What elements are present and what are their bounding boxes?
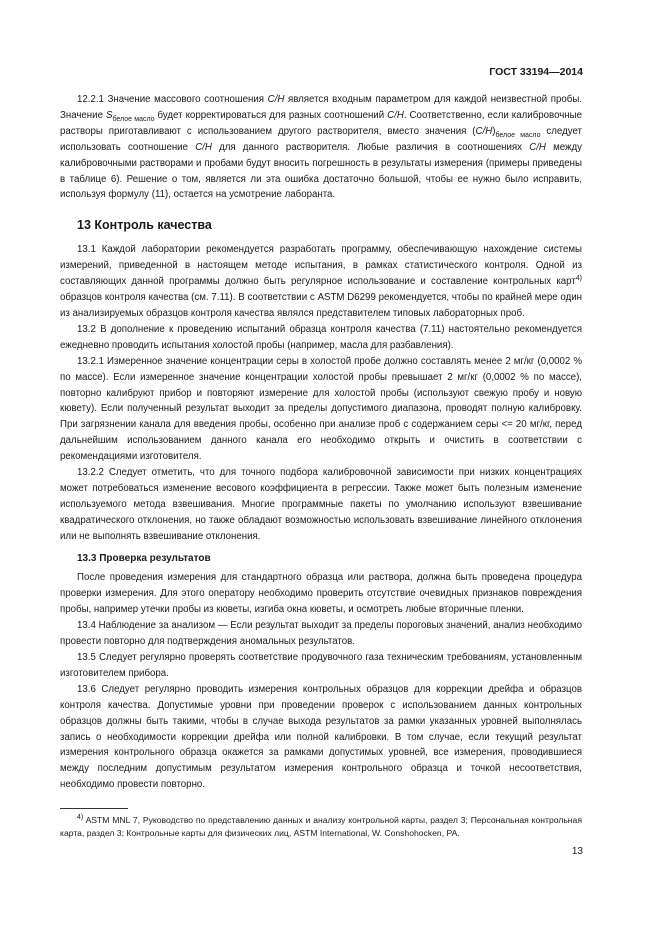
text-run: будет корректироваться для разных соотношений — [154, 109, 388, 121]
text-run: следует использовать соотношение — [60, 125, 582, 153]
subscript: белое масло — [495, 131, 541, 139]
paragraph-13-1 — [60, 242, 582, 322]
paragraph-13-3: После проведения измерения для стандартного образца или раствора, должна быть проведена процедура проверки измерения. Для этого оператору необходимо проверить отсутствие очевидных признаков повреждения пробы, например утечки пробы из кюветы, изгиба окна кюветы, и осмотреть любые вторичные пленки. — [60, 572, 582, 616]
document-body — [60, 92, 582, 793]
text-run: C/H — [475, 125, 493, 137]
page-number: 13 — [571, 846, 583, 857]
paragraph-13-2: 13.2 В дополнение к проведению испытаний образца контроля качества (7.11) настоятельно рекомендуется ежедневно проводить испытания холостой пробы (например, масла для разбавления). — [60, 323, 582, 351]
text-run: является входным параметром для каждой неизвестной пробы. Значение — [60, 94, 582, 121]
section-heading-13: 13 Контроль качества — [77, 218, 212, 233]
paragraph-12-2-1 — [60, 92, 582, 203]
text-run: между калибровочными растворами и пробами будут вносить погрешность в результаты измерения (примеры приведены в таблице 6). Решение о том, является ли эта ошибка достаточно большой, чтобы ее нужно было исправить, используя формулу (11), остается на усмотрение лаборанта. — [60, 141, 582, 201]
text-run: C/H — [195, 141, 212, 153]
document-header: ГОСТ 33194—2014 — [489, 66, 583, 78]
text-run: C/H — [529, 141, 546, 153]
footnote — [60, 814, 582, 839]
paragraph-13-2-2: 13.2.2 Следует отметить, что для точного подбора калибровочной зависимости при низких концентрациях может потребоваться изменение весового коэффициента в регрессии. Также может быть полезным изменение используемого метода взвешивания. Многие программные пакеты по умолчанию используют взвешивание квадратического отклонения, но также обладают возможностью использовать взвешивание линейного отклонения или не выполнять взвешивание отклонения. — [60, 467, 582, 542]
text-run: образцов контроля качества (см. 7.11). В соответствии с ASTM D6299 рекомендуется, чтобы по крайней мере один из анализируемых образцов контроля качества являлся представителем типовых лабораторных проб. — [60, 292, 582, 319]
footnote-ref: 4) — [575, 274, 582, 282]
subscript: белое масло — [112, 115, 155, 123]
paragraph-13-5: 13.5 Следует регулярно проверять соответствие продувочного газа техническим требованиям, установленным изготовителем прибора. — [60, 652, 582, 679]
footnote-text: ASTM MNL 7, Руководство по представлению данных и анализу контрольной карты, раздел 3; Персональная контрольная карта, раздел 3; Контрольные карты для физических лиц, ASTM International, W. Conshohocken, PA. — [60, 815, 582, 838]
text-run: для данного растворителя. Любые различия в соотношениях — [211, 141, 530, 153]
text-run: ) — [492, 125, 496, 137]
text-run: 12.2.1 Значение массового соотношения — [77, 94, 268, 105]
text-run: S — [105, 109, 113, 121]
footnote-separator — [60, 808, 128, 809]
text-run: . Соответственно, если калибровочные растворы приготавливают с использованием другого растворителя, вместо значения ( — [60, 109, 582, 137]
text-run: C/H — [387, 109, 404, 121]
section-heading-13-3: 13.3 Проверка результатов — [77, 552, 211, 564]
text-run: C/H — [267, 94, 285, 105]
paragraph-13-4: 13.4 Наблюдение за анализом — Если результат выходит за пределы пороговых значений, анализ необходимо провести повторно для подтверждения аномальных результатов. — [60, 620, 582, 648]
footnote-mark: 4) — [77, 814, 84, 822]
paragraph-13-6: 13.6 Следует регулярно проводить измерения контрольных образцов для коррекции дрейфа и образцов контроля качества. Допустимые уровни при проведении проверок с использованием данных контрольных образцов должны быть такими, чтобы в случае выхода результатов за рамки указанных уровней выполнялась запись о необходимости коррекции дрейфа или полной калибровки. В том случае, если текущий результат измерения контрольного образца окажется за рамками допустимых уровней, все измерения, проводившиеся между последним допустимым результатом измерения контрольного образца и точкой несоответствия, необходимо провести повторно. — [60, 683, 582, 791]
paragraph-13-2-1: 13.2.1 Измеренное значение концентрации серы в холостой пробе должно составлять менее 2 мг/кг (0,0002 % по массе). Если измеренное значение концентрации холостой пробы превышает 2 мг/кг (0,0002 % по массе), повторно калибруют прибор и повторяют измерение для холостой пробы (используют свежую пробу и новую кювету). Если полученный результат выходит за пределы допустимого диапазона, проводят полную калибровку. При загрязнении канала для введения пробы, особенно при анализе проб с содержанием серы <= 20 мг/кг, перед дальнейшим использованием данного канала его необходимо открыть и очистить в соответствии с рекомендациями изготовителя. — [60, 355, 582, 463]
text-run: 13.1 Каждой лаборатории рекомендуется разработать программу, обеспечивающую нахождение системы измерений, приведенной в настоящем методе испытания, в рамках статистического контроля. Одной из составляющих данной программы должно быть регулярное использование и составление контрольных карт — [60, 244, 582, 288]
